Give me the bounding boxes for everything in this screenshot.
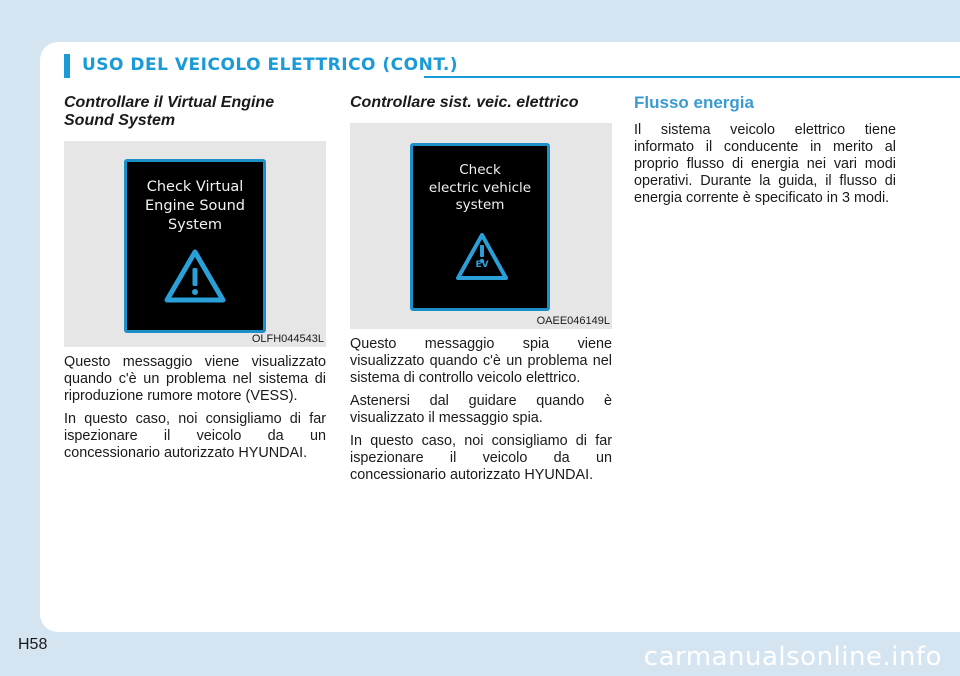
- cluster-screen-vess: [124, 159, 266, 333]
- section-title-ev-system: Controllare sist. veic. elettrico: [350, 94, 579, 111]
- ev-warning-icon: [455, 232, 509, 282]
- screen-line: system: [455, 197, 505, 214]
- paragraph: Questo messaggio spia viene visualizzato quando c'è un problema nel sistema di controllo veicolo elettrico.: [350, 336, 612, 386]
- section-title-vess: Controllare il Virtual Engine Sound System: [64, 94, 275, 129]
- page-number: H58: [18, 636, 48, 653]
- figure-code: OLFH044543L: [251, 333, 324, 345]
- screen-line: Engine Sound: [145, 197, 245, 214]
- column-vess: [64, 94, 326, 462]
- screen-message-vess: [127, 178, 263, 235]
- figure-ev-system: [350, 123, 612, 329]
- paragraph: Il sistema veicolo elettrico tiene informato il conducente in merito al proprio flusso di energia nei vari modi operativi. Durante la guida, il flusso di energia corrente è specificato in 3 modi.: [634, 122, 896, 206]
- screen-line: Check: [459, 162, 501, 178]
- figure-code: OAEE046149L: [536, 315, 610, 327]
- paragraph: Astenersi dal guidare quando è visualizzato il messaggio spia.: [350, 393, 612, 426]
- cluster-screen-ev: [410, 143, 550, 311]
- header-accent-bar: [64, 54, 70, 78]
- screen-message-ev: [413, 162, 547, 215]
- header-title: USO DEL VEICOLO ELETTRICO (CONT.): [82, 55, 459, 75]
- warning-triangle-icon: [163, 248, 227, 304]
- section-header: [64, 54, 960, 78]
- paragraph: Questo messaggio viene visualizzato quando c'è un problema nel sistema di riproduzione rumore motore (VESS).: [64, 354, 326, 404]
- screen-line: System: [167, 216, 223, 233]
- section-title-energy-flow: Flusso energia: [634, 93, 754, 112]
- screen-line: Check Virtual: [146, 179, 244, 195]
- column-ev-system: [350, 94, 612, 484]
- screen-line: electric vehicle: [428, 179, 532, 196]
- figure-vess: [64, 141, 326, 347]
- paragraph: In questo caso, noi consigliamo di far ispezionare il veicolo da un concessionario autorizzato HYUNDAI.: [350, 433, 612, 483]
- header-rule: [424, 76, 960, 78]
- watermark: carmanualsonline.info: [643, 642, 942, 672]
- ev-label: EV: [475, 260, 489, 270]
- paragraph: In questo caso, noi consigliamo di far ispezionare il veicolo da un concessionario autorizzato HYUNDAI.: [64, 411, 326, 461]
- column-energy-flow: [634, 94, 896, 207]
